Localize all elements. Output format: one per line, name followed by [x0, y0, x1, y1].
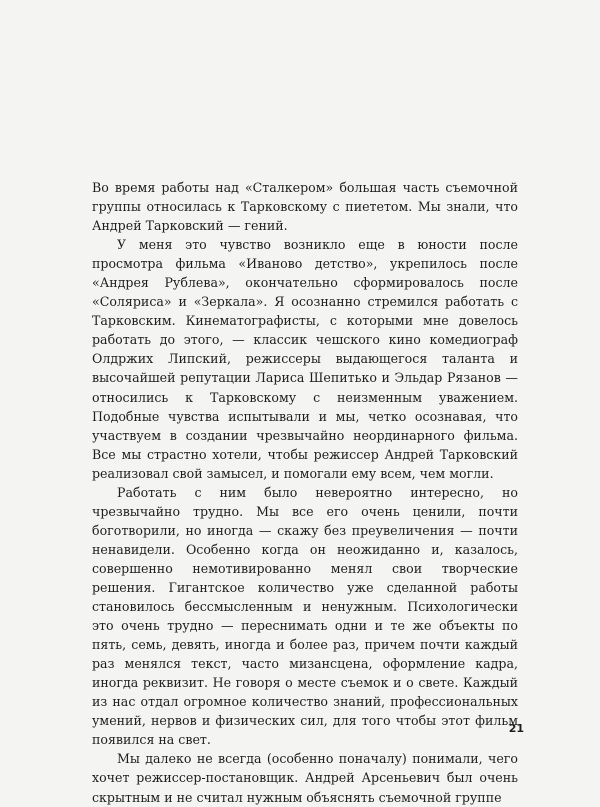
- page-number: 21: [508, 722, 524, 735]
- paragraph: Во время работы над «Сталкером» большая часть съемочной группы относилась к Тарковскому с пиететом. Мы знали, что Андрей Тарковский — гений.: [92, 180, 518, 234]
- paragraph: У меня это чувство возникло еще в юности после просмотра фильма «Иваново детство», укрепилось после «Андрея Рублева», окончательно сформировалось после «Соляриса» и «Зеркала». Я осознанно стремился работать с Тарковским. Кинематографисты, с которыми мне довелось работать до этого, — классик чешского кино комедиограф Олдржих Липский, режиссеры выдающегося таланта и высочайшей репутации Лариса Шепитько и Эльдар Рязанов — относились к Тарковскому с неизменным уважением. Подобные чувства испытывали и мы, четко осознавая, что участвуем в создании чрезвычайно неординарного фильма. Все мы страстно хотели, чтобы режиссер Андрей Тарковский реализовал свой замысел, и помогали ему всем, чем могли.: [92, 237, 518, 481]
- paragraph: Мы далеко не всегда (особенно поначалу) понимали, чего хочет режиссер-постановщик. Андрей Арсеньевич был очень скрытным и не считал нужным объяснять съемочной группе: [92, 751, 518, 805]
- body-text: [92, 178, 518, 807]
- paragraph: Работать с ним было невероятно интересно, но чрезвычайно трудно. Мы все его очень ценили, почти боготворили, но иногда — скажу без преувеличения — почти ненавидели. Особенно когда он неожиданно и, казалось, совершенно немотивированно менял свои творческие решения. Гигантское количество уже сделанной работы становилось бессмысленным и ненужным. Психологически это очень трудно — переснимать одни и те же объекты по пять, семь, девять, иногда и более раз, причем почти каждый раз менялся текст, часто мизансцена, оформление кадра, иногда реквизит. Не говоря о месте съемок и о свете. Каждый из нас отдал огромное количество знаний, профессиональных умений, нервов и физических сил, для того чтобы этот фильм появился на свет.: [92, 484, 518, 748]
